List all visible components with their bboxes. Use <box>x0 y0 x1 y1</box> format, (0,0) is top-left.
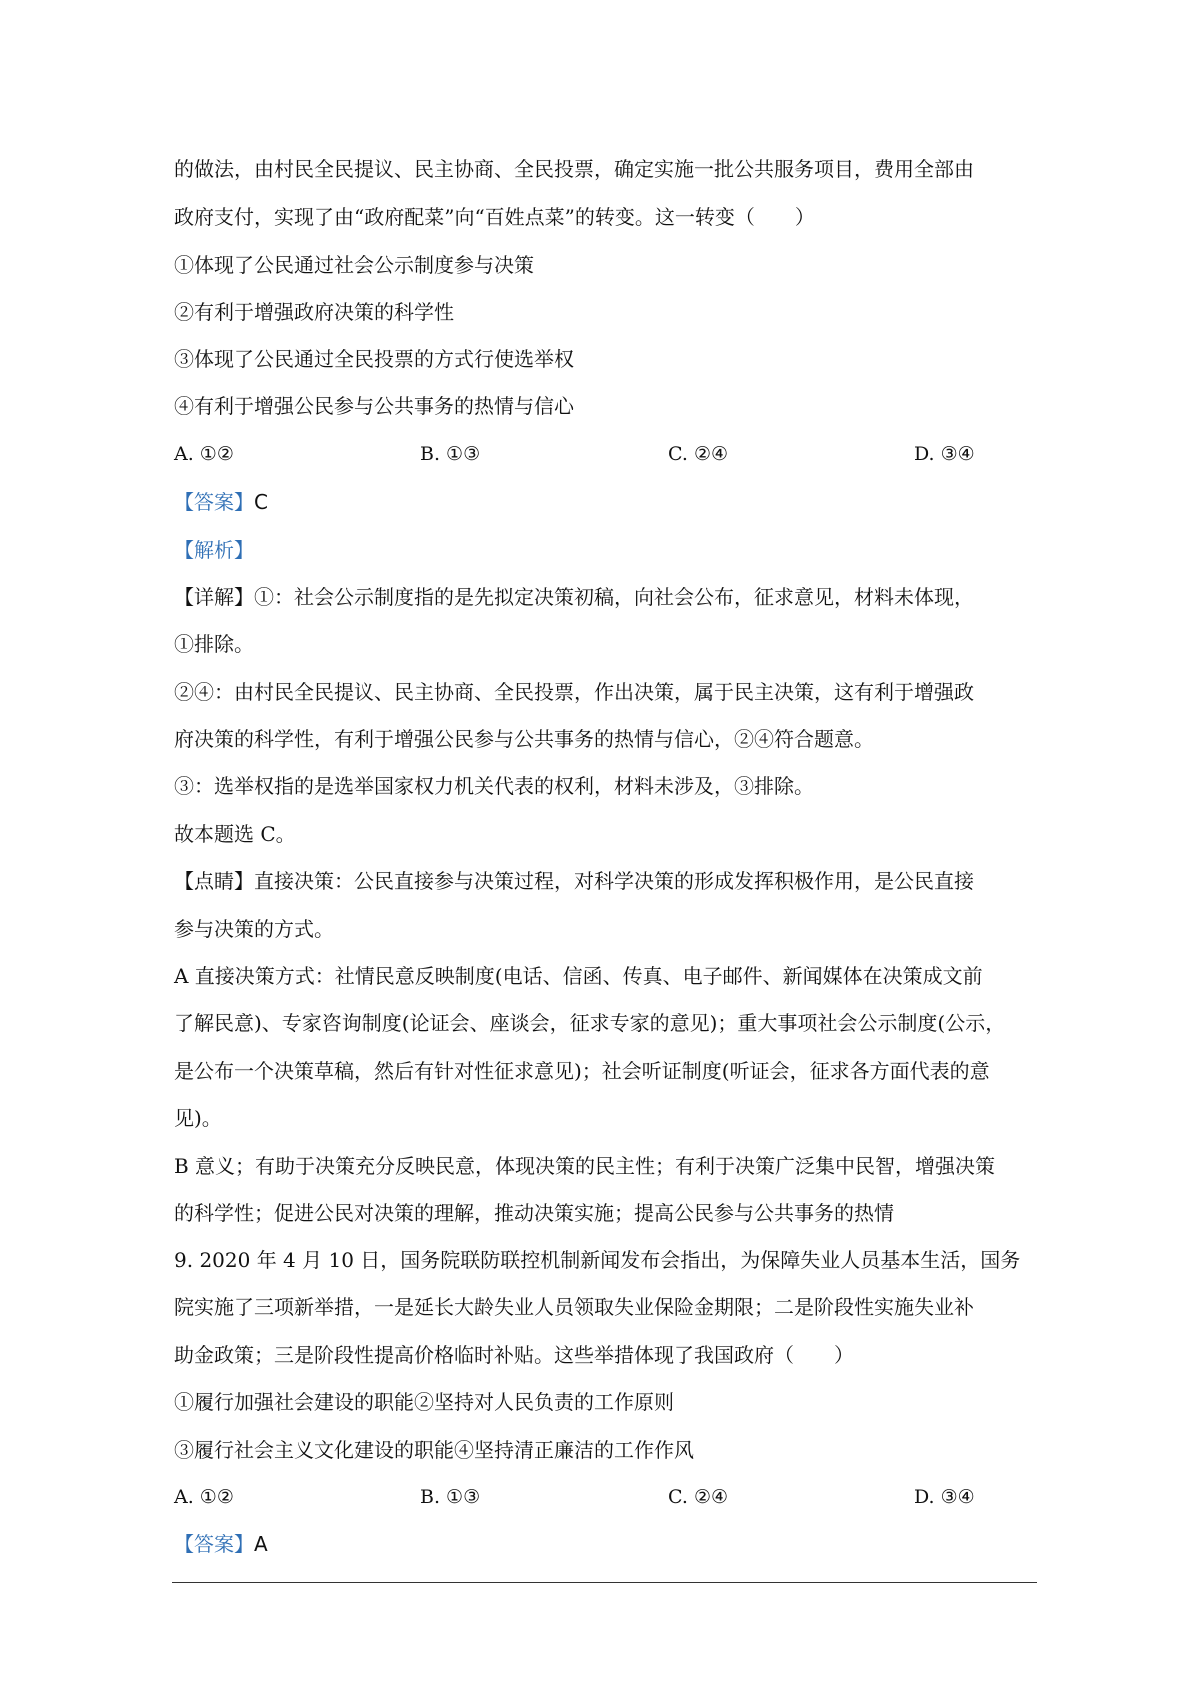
q8-detail-line-5: ③：选举权指的是选举国家权力机关代表的权利，材料未涉及，③排除。 <box>174 774 814 798</box>
q8-detail-line-6: 故本题选 C。 <box>174 822 296 846</box>
q8-option-a: A. ①② <box>174 443 234 465</box>
q8-detail-line-1: 【详解】①：社会公示制度指的是先拟定决策初稿，向社会公布，征求意见，材料未体现， <box>174 585 974 609</box>
q8-point-a-line-2: 了解民意)、专家咨询制度(论证会、座谈会，征求专家的意见)；重大事项社会公示制度(公示， <box>174 1011 1006 1035</box>
q9-option-b: B. ①③ <box>420 1486 481 1508</box>
q8-stem-line-2: 政府支付，实现了由“政府配菜”向“百姓点菜”的转变。这一转变（ ） <box>174 205 815 229</box>
q9-item-2: ③履行社会主义文化建设的职能④坚持清正廉洁的工作作风 <box>174 1438 694 1462</box>
q8-point-line-2: 参与决策的方式。 <box>174 917 334 941</box>
q8-item-2: ②有利于增强政府决策的科学性 <box>174 300 454 324</box>
q8-point-b-line-2: 的科学性；促进公民对决策的理解，推动决策实施；提高公民参与公共事务的热情 <box>174 1201 894 1225</box>
q8-option-c: C. ②④ <box>668 443 729 465</box>
answer-tag: 【答案】 <box>174 1532 254 1556</box>
q9-stem-line-3: 助金政策；三是阶段性提高价格临时补贴。这些举措体现了我国政府（ ） <box>174 1343 854 1367</box>
q9-option-c: C. ②④ <box>668 1486 729 1508</box>
answer-tag: 【答案】 <box>174 490 254 514</box>
analysis-tag: 【解析】 <box>174 538 254 562</box>
q8-option-d: D. ③④ <box>914 443 975 465</box>
footer-divider <box>172 1582 1037 1583</box>
q8-point-a-line-3: 是公布一个决策草稿，然后有针对性征求意见)；社会听证制度(听证会，征求各方面代表的意 <box>174 1059 990 1083</box>
answer-value: C <box>254 490 268 514</box>
q8-detail-line-2: ①排除。 <box>174 632 254 656</box>
q9-option-d: D. ③④ <box>914 1486 975 1508</box>
q9-option-a: A. ①② <box>174 1486 234 1508</box>
q8-detail-line-3: ②④：由村民全民提议、民主协商、全民投票，作出决策，属于民主决策，这有利于增强政 <box>174 680 974 704</box>
q8-point-b-line-1: B 意义；有助于决策充分反映民意，体现决策的民主性；有利于决策广泛集中民智，增强决策 <box>174 1154 996 1178</box>
q8-point-line-1: 【点睛】直接决策：公民直接参与决策过程，对科学决策的形成发挥积极作用，是公民直接 <box>174 869 974 893</box>
q8-item-1: ①体现了公民通过社会公示制度参与决策 <box>174 253 534 277</box>
q8-detail-line-4: 府决策的科学性，有利于增强公民参与公共事务的热情与信心，②④符合题意。 <box>174 727 874 751</box>
q9-stem-line-2: 院实施了三项新举措，一是延长大龄失业人员领取失业保险金期限；二是阶段性实施失业补 <box>174 1295 974 1319</box>
q8-item-4: ④有利于增强公民参与公共事务的热情与信心 <box>174 394 574 418</box>
answer-value: A <box>254 1532 268 1556</box>
q8-analysis-heading <box>174 535 254 565</box>
q8-answer <box>174 487 268 517</box>
q8-point-a-line-4: 见)。 <box>174 1106 222 1130</box>
q8-stem-line-1: 的做法，由村民全民提议、民主协商、全民投票，确定实施一批公共服务项目，费用全部由 <box>174 157 974 181</box>
q9-stem-line-1: 9. 2020 年 4 月 10 日，国务院联防联控机制新闻发布会指出，为保障失业人员基本生活，国务 <box>174 1248 1021 1272</box>
q8-option-b: B. ①③ <box>420 443 481 465</box>
q9-answer <box>174 1529 268 1559</box>
q8-point-a-line-1: A 直接决策方式：社情民意反映制度(电话、信函、传真、电子邮件、新闻媒体在决策成文前 <box>174 964 983 988</box>
q9-item-1: ①履行加强社会建设的职能②坚持对人民负责的工作原则 <box>174 1390 674 1414</box>
q8-item-3: ③体现了公民通过全民投票的方式行使选举权 <box>174 347 574 371</box>
